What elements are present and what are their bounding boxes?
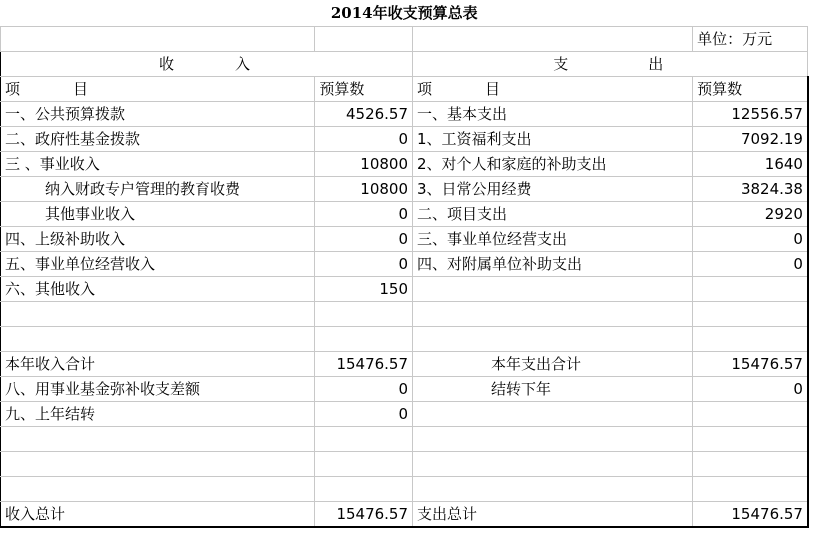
income-value: 10800 (315, 176, 413, 201)
expense-item: 一、基本支出 (413, 101, 693, 126)
fund-value: 0 (315, 376, 413, 401)
table-row (1, 401, 818, 426)
expense-value: 12556.57 (693, 101, 808, 126)
last-year-label: 九、上年结转 (1, 401, 315, 426)
expense-section-header: 支 出 (413, 51, 808, 76)
income-value: 0 (315, 126, 413, 151)
empty-row (1, 301, 818, 326)
income-item: 四、上级补助收入 (1, 226, 315, 251)
year-income-value: 15476.57 (315, 351, 413, 376)
income-value: 150 (315, 276, 413, 301)
expense-item: 四、对附属单位补助支出 (413, 251, 693, 276)
income-item: 二、政府性基金拨款 (1, 126, 315, 151)
table-row (1, 101, 818, 126)
year-expense-value: 15476.57 (693, 351, 808, 376)
empty-row (1, 451, 818, 476)
unit-label: 单位：万元 (693, 26, 808, 51)
income-value: 0 (315, 201, 413, 226)
expense-item: 1、工资福利支出 (413, 126, 693, 151)
income-item: 五、事业单位经营收入 (1, 251, 315, 276)
expense-value (693, 276, 808, 301)
empty-row (1, 476, 818, 501)
income-value: 10800 (315, 151, 413, 176)
table-row (1, 126, 818, 151)
table-row (1, 376, 818, 401)
income-total-value: 15476.57 (315, 501, 413, 527)
income-section-header: 收 入 (1, 51, 413, 76)
expense-item: 2、对个人和家庭的补助支出 (413, 151, 693, 176)
table-row (1, 276, 818, 301)
table-row (1, 251, 818, 276)
income-item: 纳入财政专户管理的教育收费 (1, 176, 315, 201)
fund-label: 八、用事业基金弥补收支差额 (1, 376, 315, 401)
expense-total-label: 支出总计 (413, 501, 693, 527)
empty-row (1, 326, 818, 351)
year-income-label: 本年收入合计 (1, 351, 315, 376)
carry-value: 0 (693, 376, 808, 401)
income-item: 其他事业收入 (1, 201, 315, 226)
table-row (1, 226, 818, 251)
income-item: 六、其他收入 (1, 276, 315, 301)
expense-value: 7092.19 (693, 126, 808, 151)
income-value: 0 (315, 226, 413, 251)
last-year-value: 0 (315, 401, 413, 426)
page-title: 2014年收支预算总表 (330, 3, 478, 22)
expense-budget-header: 预算数 (693, 76, 808, 101)
expense-item: 二、项目支出 (413, 201, 693, 226)
year-expense-label: 本年支出合计 (413, 351, 693, 376)
income-value: 4526.57 (315, 101, 413, 126)
empty-row (1, 426, 818, 451)
expense-item: 三、事业单位经营支出 (413, 226, 693, 251)
income-item: 一、公共预算拨款 (1, 101, 315, 126)
income-budget-header: 预算数 (315, 76, 413, 101)
expense-value: 1640 (693, 151, 808, 176)
income-total-label: 收入总计 (1, 501, 315, 527)
expense-total-value: 15476.57 (693, 501, 808, 527)
expense-item (413, 276, 693, 301)
expense-value: 0 (693, 251, 808, 276)
table-row (1, 151, 818, 176)
table-row (1, 176, 818, 201)
table-row (1, 201, 818, 226)
table-row (1, 501, 818, 527)
carry-label: 结转下年 (413, 376, 693, 401)
expense-item: 3、日常公用经费 (413, 176, 693, 201)
expense-value: 0 (693, 226, 808, 251)
income-item: 三 、事业收入 (1, 151, 315, 176)
table-row (1, 351, 818, 376)
expense-item-header: 项 目 (413, 76, 693, 101)
income-value: 0 (315, 251, 413, 276)
expense-value: 3824.38 (693, 176, 808, 201)
income-item-header: 项 目 (1, 76, 315, 101)
expense-value: 2920 (693, 201, 808, 226)
